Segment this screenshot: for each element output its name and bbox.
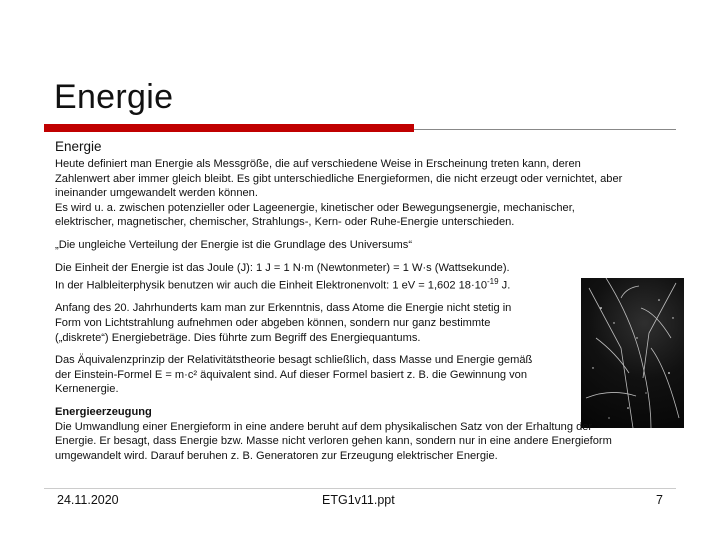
unit-line: Die Einheit der Energie ist das Joule (J): 1 J = 1 N·m (Newtonmeter) = 1 W·s (Wattsekunde). bbox=[55, 261, 510, 274]
equivalence-line: der Einstein-Formel E = m·c² äquivalent sind. Auf dieser Formel basiert z. B. die Gewinnung von bbox=[55, 368, 528, 381]
generation-line: umgewandelt wird. Darauf beruhen z. B. Generatoren zur Erzeugung elektrischer Energie. bbox=[55, 449, 498, 462]
definition-line: Zahlenwert aber immer gleich bleibt. Es gibt unterschiedliche Energieformen, die nicht erzeugt oder vernichtet, aber bbox=[55, 172, 623, 185]
slide-title: Energie bbox=[54, 78, 174, 116]
definition-line: Es wird u. a. zwischen potenzieller oder Lageenergie, kinetischer oder Bewegungsenergie, mechanischer, bbox=[55, 201, 575, 214]
generation-subheading: Energieerzeugung bbox=[55, 406, 152, 418]
slide-body bbox=[55, 139, 680, 463]
generation-line: Energie. Er besagt, dass Energie bzw. Masse nicht verloren gehen kann, sondern nur in eine andere Energieform bbox=[55, 435, 612, 448]
definition-line: ineinander umgewandelt werden können. bbox=[55, 187, 258, 200]
footer-filename: ETG1v11.ppt bbox=[322, 493, 395, 507]
quote-line: „Die ungleiche Verteilung der Energie ist die Grundlage des Universums“ bbox=[55, 238, 413, 251]
unit-line: In der Halbleiterphysik benutzen wir auch die Einheit Elektronenvolt: 1 eV = 1,602 $18\cdot 10^{-19}$ J. bbox=[55, 277, 511, 292]
title-divider-line bbox=[414, 129, 676, 130]
footer-divider bbox=[44, 488, 676, 489]
definition-line: elektrischer, magnetischer, chemischer, Strahlungs-, Kern- oder Ruhe-Energie unterschieden. bbox=[55, 216, 515, 229]
quantum-line: Form von Lichtstrahlung aufnehmen oder abgeben können, sondern nur ganz bestimmte bbox=[55, 317, 491, 330]
quantum-line: Anfang des 20. Jahrhunderts kam man zur Erkenntnis, dass Atome die Energie nicht stetig in bbox=[55, 302, 512, 315]
definition-line: Heute definiert man Energie als Messgröße, die auf verschiedene Weise in Erscheinung treten kann, deren bbox=[55, 158, 581, 170]
quantum-line: („diskrete“) Energiebeträge. Dies führte zum Begriff des Energiequantums. bbox=[55, 331, 421, 344]
equivalence-line: Das Äquivalenzprinzip der Relativitätstheorie besagt schließlich, dass Masse und Energie gemäß bbox=[55, 354, 533, 367]
equivalence-line: Kernenergie. bbox=[55, 383, 119, 396]
footer-date: 24.11.2020 bbox=[57, 493, 119, 507]
body-heading: Energie bbox=[55, 139, 102, 154]
title-accent-bar bbox=[44, 124, 414, 132]
footer-page-number: 7 bbox=[656, 493, 663, 507]
generation-line: Die Umwandlung einer Energieform in eine andere beruht auf dem physikalischen Satz von der Erhaltung der bbox=[55, 420, 593, 433]
